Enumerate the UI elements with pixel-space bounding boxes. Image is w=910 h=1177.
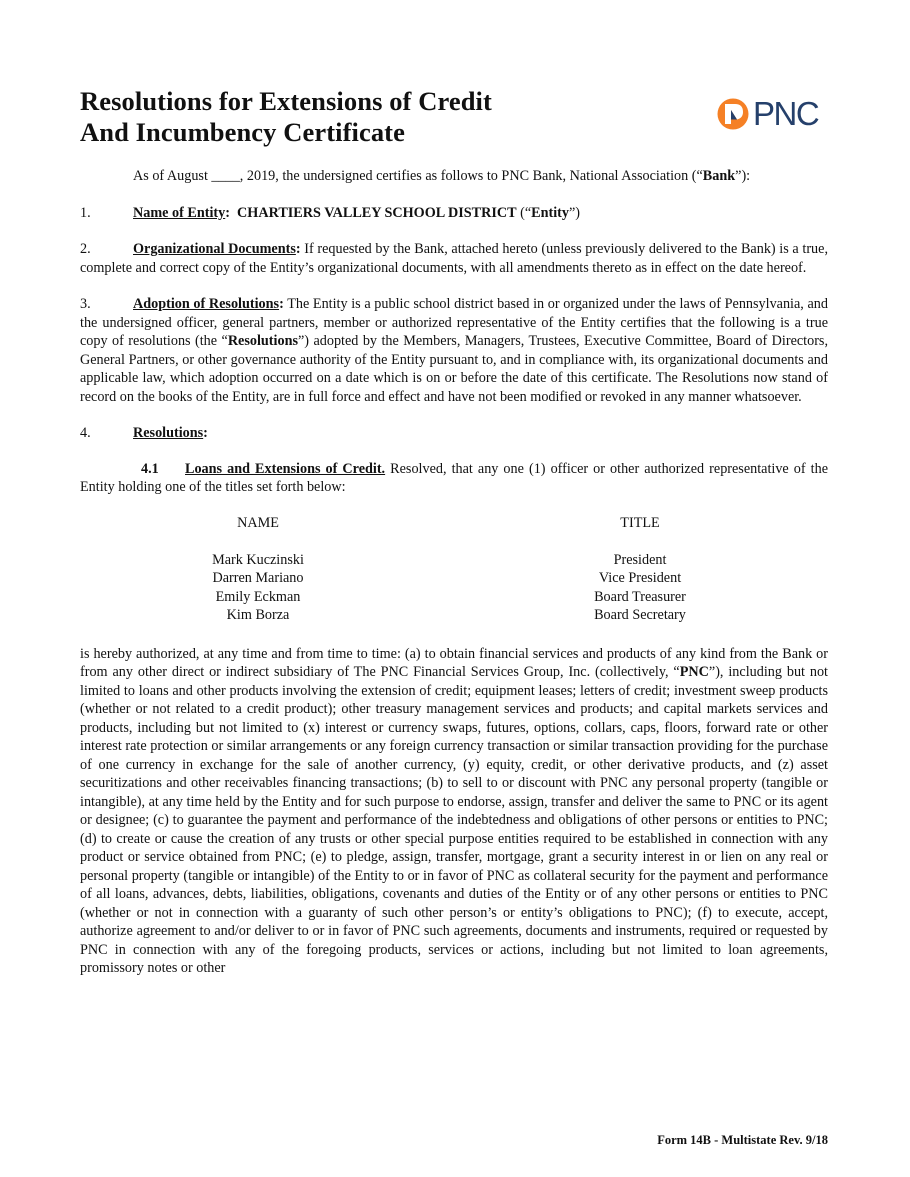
section-4-1-heading: Loans and Extensions of Credit.	[185, 460, 386, 477]
pnc-logo-icon	[716, 97, 750, 131]
section-3-text-end: ”) adopted by the Members, Managers, Trustees, Executive Committee, Board of Directors, General Partners, or other governance authority of the Entity pursuant to, and in compliance with, its organizational documents and applicable law, which adoption occurred on a date which is on or before the date of this certificate. The Resolutions now stand of record on the books of the Entity, are in full force and effect and have not been modified or revoked in any manner whatsoever.	[80, 333, 828, 405]
name-column-header: NAME	[237, 514, 279, 531]
officer-name-column	[178, 514, 338, 625]
officers-table	[80, 514, 828, 632]
officer-title: President	[613, 551, 667, 568]
section-4-1-number: 4.1	[141, 460, 159, 477]
officer-title: Board Treasurer	[594, 588, 686, 605]
document-title	[80, 86, 492, 148]
section-4	[80, 424, 828, 443]
authorization-text-end: ”), including but not limited to loans and other products involving the extension of credit; equipment leases; letters of credit; investment sweep products (whether or not related to a credit product); other treasury management services and products; and capital markets services and products, including but not limited to (x) interest or currency swaps, futures, options, collars, caps, floors, forward rate or other interest rate protection or similar arrangements or any foreign currency transaction or similar transaction providing for the purchase of one currency in exchange for the sale of another currency, (y) equity, credit, or other derivative products, and (z) asset securitizations and other receivables financing transactions; (b) to sell to or discount with PNC any personal property (tangible or intangible), at any time held by the Entity and for such purpose to endorse, assign, transfer and deliver the same to PNC or its agent or designee; (c) to guarantee the payment and performance of the indebtedness and obligations of other persons or entities to PNC; (d) to create or cause the creation of any trusts or other special purpose entities required to be established in connection with any product or service obtained from PNC; (e) to pledge, assign, transfer, mortgage, grant a security interest in or lien on any real or personal property (tangible or intangible) of the Entity to or in favor of PNC as collateral security for the payment and performance of all loans, advances, debts, liabilities, obligations, covenants and duties of the Entity or of any other persons or entities to PNC (whether or not in connection with a guaranty of such other person’s or entity’s obligations to PNC); (f) to execute, accept, authorize agreement to and/or deliver to or in favor of PNC such agreements, documents and instruments, required or requested by PNC in connection with any of the foregoing products, services or actions, including but not limited to loan agreements, promissory notes or other	[80, 664, 829, 976]
entity-defined-term: Entity	[531, 204, 569, 221]
section-2-heading: Organizational Documents	[133, 241, 296, 257]
section-3	[80, 295, 828, 406]
officer-title: Board Secretary	[594, 607, 686, 623]
section-1-colon: :	[225, 204, 230, 221]
section-4-heading: Resolutions	[133, 425, 204, 441]
section-3-colon: :	[279, 296, 284, 312]
bank-defined-term: Bank	[702, 168, 736, 184]
section-1	[80, 204, 828, 223]
document-body	[80, 167, 828, 978]
officer-name: Kim Borza	[226, 607, 290, 623]
pnc-logo	[716, 96, 818, 132]
title-line-2: And Incumbency Certificate	[80, 117, 405, 147]
section-2-text: If requested by the Bank, attached hereto (unless previously delivered to the Bank) is a true, complete and correct copy of the Entity’s organizational documents, with all amendments thereto as in effect on the date hereof.	[80, 241, 828, 276]
officer-name: Mark Kuczinski	[212, 551, 304, 568]
entity-close-quote: ”)	[569, 204, 581, 221]
pnc-logo-text: PNC	[753, 95, 819, 132]
officer-title-column	[560, 514, 720, 625]
section-3-number: 3.	[80, 296, 91, 312]
authorization-text: is hereby authorized, at any time and from time to time: (a) to obtain financial services and products of any kind from the Bank or from any other direct or indirect subsidiary of The PNC Financial Services Group, Inc. (collectively, “	[80, 645, 828, 680]
section-4-number: 4.	[80, 425, 91, 441]
officer-name: Darren Mariano	[212, 570, 304, 586]
section-4-colon: :	[203, 425, 208, 441]
section-2	[80, 240, 828, 277]
section-3-heading: Adoption of Resolutions	[133, 296, 280, 312]
title-line-1: Resolutions for Extensions of Credit	[80, 86, 492, 116]
section-4-1	[80, 460, 828, 497]
section-4-1-text: Resolved, that any one (1) officer or other authorized representative of the Entity holding one of the titles set forth below:	[80, 460, 828, 495]
intro-paragraph	[80, 167, 828, 186]
section-1-heading: Name of Entity	[133, 204, 226, 221]
title-column-header: TITLE	[620, 514, 660, 531]
pnc-defined-term: PNC	[679, 664, 709, 680]
entity-open-quote: (“	[516, 204, 532, 221]
section-1-number: 1.	[80, 204, 91, 221]
intro-text-end: ”):	[735, 168, 751, 184]
section-2-colon: :	[295, 241, 301, 257]
intro-text: As of August ____, 2019, the undersigned certifies as follows to PNC Bank, National Association (“	[133, 168, 703, 184]
form-footer: Form 14B - Multistate Rev. 9/18	[657, 1133, 828, 1147]
resolutions-defined-term: Resolutions	[227, 333, 298, 349]
authorization-paragraph	[80, 645, 828, 978]
entity-name: CHARTIERS VALLEY SCHOOL DISTRICT	[237, 204, 517, 221]
officer-title: Vice President	[598, 570, 682, 586]
section-2-number: 2.	[80, 241, 91, 257]
section-3-text: The Entity is a public school district based in or organized under the laws of Pennsylvania, and the undersigned officer, general partners, member or authorized representative of the Entity certifies that the following is a true copy of resolutions (the “	[80, 296, 828, 349]
officer-name: Emily Eckman	[215, 588, 301, 605]
